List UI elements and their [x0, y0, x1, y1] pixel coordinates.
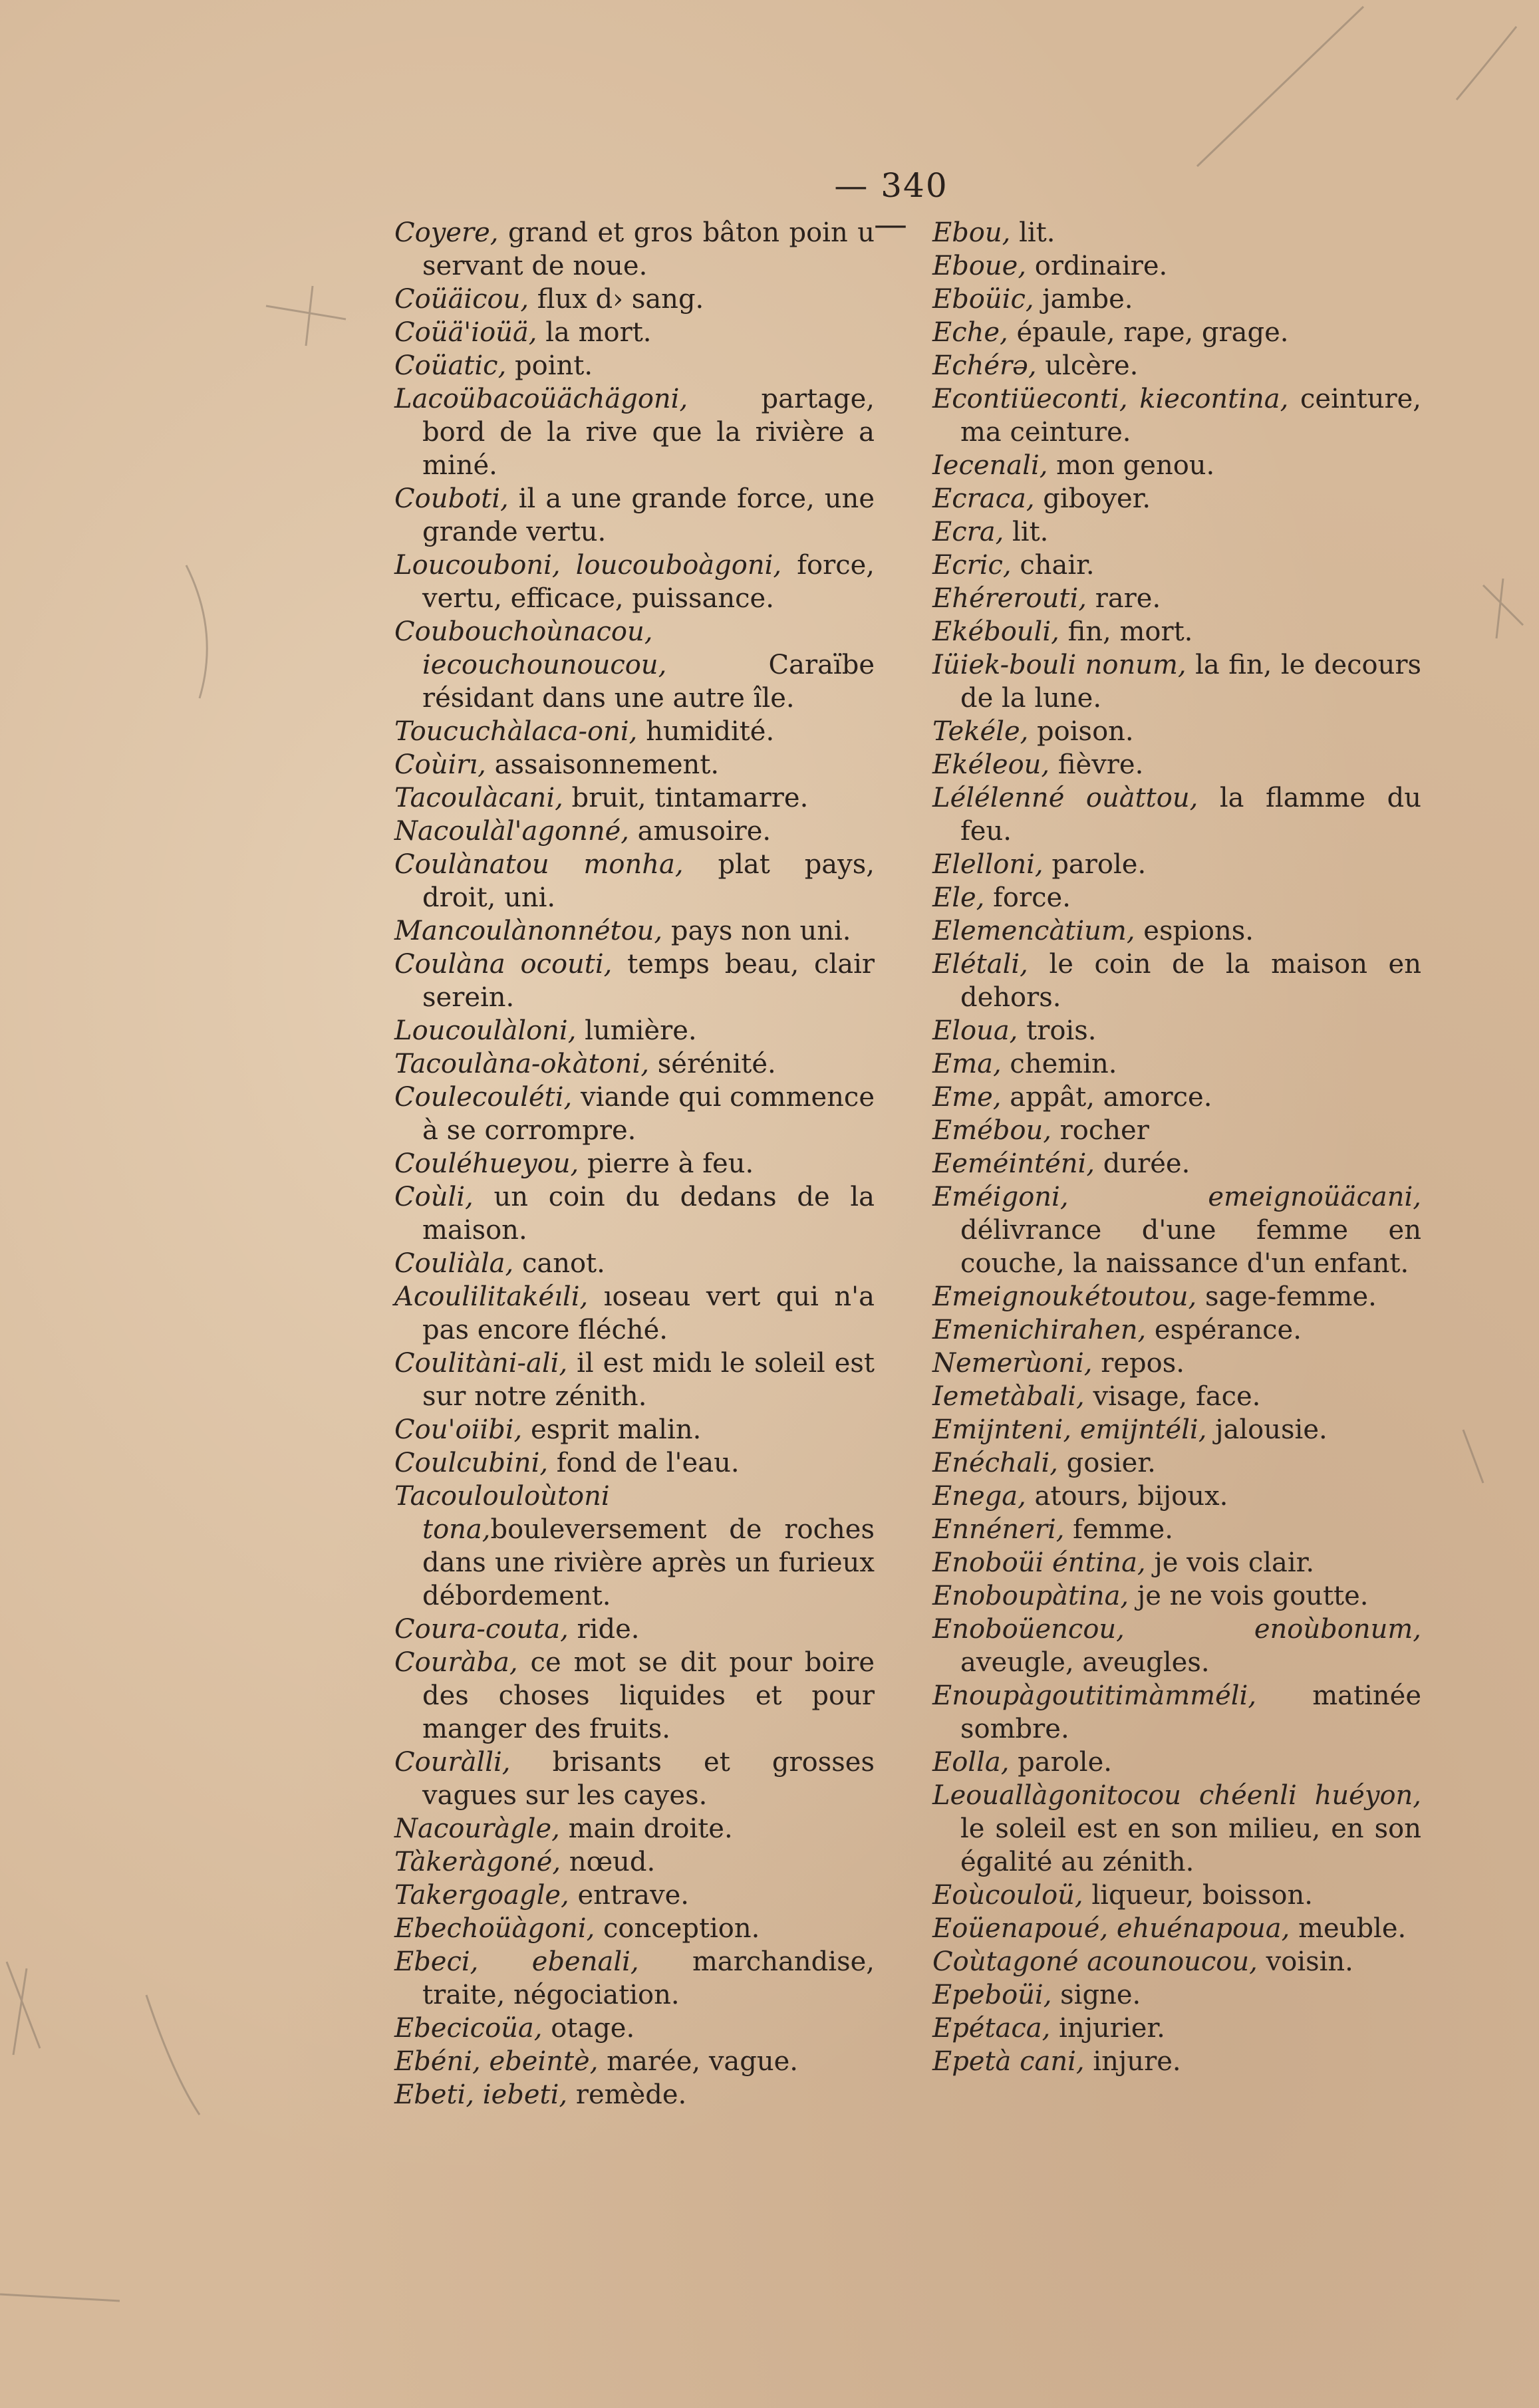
entry-headword: Eboue, [932, 251, 1027, 281]
entry-definition: humidité. [637, 716, 775, 747]
entry-headword: Tacoulàna-okàtoni, [394, 1049, 650, 1079]
entry-headword: Ecric, [932, 550, 1012, 581]
entry-headword: Acoulilitakéıli, [394, 1281, 589, 1312]
dictionary-entry [932, 1446, 1421, 1480]
entry-headword: Eeméinténi, [932, 1148, 1095, 1179]
entry-definition: flux d› sang. [529, 284, 704, 315]
entry-definition: bruit, tintamarre. [563, 783, 809, 813]
entry-headword: Eloua, [932, 1015, 1018, 1046]
entry-headword: Emenichirahen, [932, 1315, 1147, 1345]
entry-headword: Emeignoukétoutou, [932, 1281, 1197, 1312]
dictionary-entry [394, 1413, 875, 1446]
entry-headword: Emébou, [932, 1115, 1051, 1146]
entry-definition: repos. [1092, 1348, 1185, 1379]
entry-headword: Tacoulouloùtoni tona, [394, 1481, 610, 1545]
entry-headword: Emijnteni, emijntéli, [932, 1414, 1207, 1445]
entry-definition: un coin du dedans de la maison. [422, 1182, 875, 1246]
entry-definition: pays non uni. [662, 916, 851, 946]
dictionary-entry [394, 1347, 875, 1413]
entry-definition: lit. [1004, 517, 1049, 547]
entry-definition: canot. [513, 1248, 605, 1279]
entry-headword: Coulàna ocouti, [394, 949, 613, 980]
entry-headword: Epeboüi, [932, 1980, 1052, 2010]
entry-definition: partage, bord de la rive que la rivière a miné. [422, 384, 875, 481]
dictionary-entry [932, 316, 1421, 349]
entry-definition: parole. [1043, 849, 1147, 880]
entry-headword: Nacouràgle, [394, 1813, 560, 1844]
dictionary-entry [932, 1114, 1421, 1147]
entry-headword: Coùtagoné acounoucou, [932, 1946, 1258, 1977]
dictionary-entry [394, 349, 875, 382]
entry-headword: Coulecouléti, [394, 1082, 573, 1113]
dictionary-entry [932, 283, 1421, 316]
dictionary-entry [394, 1879, 875, 1912]
dictionary-entry [932, 1014, 1421, 1047]
dictionary-entry [932, 249, 1421, 283]
dictionary-entry [394, 1646, 875, 1746]
entry-headword: Ekébouli, [932, 616, 1059, 647]
entry-headword: Coyere, [394, 217, 499, 248]
entry-definition: amusoire. [629, 816, 771, 847]
dictionary-entry [932, 1746, 1421, 1779]
entry-definition: parole. [1009, 1747, 1112, 1778]
dictionary-entry [932, 1380, 1421, 1413]
entry-headword: Loucouboni, loucouboàgoni, [394, 550, 782, 581]
entry-definition: appât, amorce. [1001, 1082, 1212, 1113]
entry-headword: Couràlli, [394, 1747, 511, 1778]
dictionary-entry [932, 549, 1421, 582]
entry-headword: Eoùcouloü, [932, 1880, 1083, 1911]
entry-definition: fond de l'eau. [548, 1448, 740, 1478]
entry-headword: Eboüic, [932, 284, 1034, 315]
dictionary-entry [394, 1446, 875, 1480]
entry-headword: Ebecicoüa, [394, 2013, 543, 2044]
dictionary-entry [394, 1845, 875, 1879]
dictionary-entry [932, 1513, 1421, 1546]
entry-definition: la mort. [537, 317, 652, 348]
dictionary-entry [932, 1081, 1421, 1114]
dictionary-entry [932, 715, 1421, 748]
entry-headword: Couliàla, [394, 1248, 514, 1279]
entry-definition: il a une grande force, une grande vertu. [422, 483, 875, 547]
entry-definition: entrave. [569, 1880, 689, 1911]
left-column [394, 216, 875, 2111]
entry-headword: Cou'oiibi, [394, 1414, 523, 1445]
dictionary-entry [932, 648, 1421, 715]
entry-headword: Ekéleou, [932, 749, 1050, 780]
entry-definition: main droite. [559, 1813, 733, 1844]
entry-definition: le coin de la maison en dehors. [960, 949, 1421, 1013]
entry-definition: jambe. [1034, 284, 1133, 315]
entry-headword: Coubouchoùnacou, iecouchounoucou, [394, 616, 667, 680]
entry-definition: meuble. [1290, 1913, 1407, 1944]
dictionary-entry [932, 1779, 1421, 1879]
entry-headword: Econtiüeconti, kiecontina, [932, 384, 1289, 414]
entry-headword: Coüä'ioüä, [394, 317, 537, 348]
entry-definition: temps beau, clair serein. [422, 949, 875, 1013]
entry-definition: plat pays, droit, uni. [422, 849, 875, 913]
entry-headword: Couboti, [394, 483, 509, 514]
entry-headword: Ebou, [932, 217, 1011, 248]
dictionary-entry [394, 848, 875, 914]
entry-headword: Ema, [932, 1049, 1002, 1079]
dictionary-entry [932, 1480, 1421, 1513]
dictionary-entry [394, 1247, 875, 1280]
dictionary-entry [932, 1313, 1421, 1347]
entry-headword: Ebeci, ebenali, [394, 1946, 639, 1977]
dictionary-entry [394, 1081, 875, 1147]
entry-definition: bouleversement de roches dans une rivière après un furieux débordement. [422, 1514, 875, 1611]
entry-definition: injurier. [1050, 2013, 1165, 2044]
dictionary-entry [394, 1945, 875, 2012]
entry-definition: jalousie. [1206, 1414, 1328, 1445]
entry-headword: Ennéneri, [932, 1514, 1065, 1545]
entry-headword: Lélélenné ouàttou, [932, 783, 1198, 813]
dictionary-entry [932, 382, 1421, 449]
dictionary-entry [394, 815, 875, 848]
entry-definition: lumière. [576, 1015, 697, 1046]
entry-definition: atours, bijoux. [1026, 1481, 1228, 1512]
entry-headword: Lacoübacoüächägoni, [394, 384, 688, 414]
entry-headword: Couléhueyou, [394, 1148, 579, 1179]
entry-headword: Iüiek-bouli nonum, [932, 650, 1187, 680]
entry-headword: Ecra, [932, 517, 1004, 547]
entry-definition: je ne vois goutte. [1129, 1581, 1369, 1611]
entry-headword: Coulcubini, [394, 1448, 549, 1478]
dictionary-entry [932, 1413, 1421, 1446]
dictionary-entry [394, 1047, 875, 1081]
dictionary-entry [932, 1347, 1421, 1380]
entry-headword: Elétali, [932, 949, 1028, 980]
entry-headword: Coüäicou, [394, 284, 529, 315]
dictionary-entry [394, 1746, 875, 1812]
entry-definition: sérénité. [649, 1049, 776, 1079]
dictionary-entry [394, 216, 875, 283]
right-column [932, 216, 1421, 2078]
entry-headword: Tacoulàcani, [394, 783, 563, 813]
entry-headword: Eoüenapoué, ehuénapoua, [932, 1913, 1290, 1944]
dictionary-entry [932, 1579, 1421, 1613]
entry-headword: Coùirı, [394, 749, 486, 780]
entry-headword: Enoboupàtina, [932, 1581, 1129, 1611]
entry-definition: la flamme du feu. [960, 783, 1421, 847]
entry-definition: espérance. [1146, 1315, 1302, 1345]
entry-headword: Ecraca, [932, 483, 1035, 514]
dictionary-entry [932, 781, 1421, 848]
entry-headword: Takergoagle, [394, 1880, 569, 1911]
entry-definition: voisin. [1257, 1946, 1353, 1977]
entry-headword: Ehérerouti, [932, 583, 1087, 614]
dictionary-entry [394, 1480, 875, 1613]
entry-headword: Enoupàgoutitimàmméli, [932, 1680, 1257, 1711]
entry-headword: Enega, [932, 1481, 1026, 1512]
dictionary-entry [932, 1912, 1421, 1945]
entry-definition: lit. [1010, 217, 1055, 248]
entry-headword: Elelloni, [932, 849, 1044, 880]
dictionary-entry [932, 615, 1421, 648]
entry-definition: pierre à feu. [579, 1148, 754, 1179]
entry-definition: fièvre. [1049, 749, 1144, 780]
entry-definition: délivrance d'une femme en couche, la naissance d'un enfant. [960, 1215, 1421, 1279]
entry-definition: brisants et grosses vagues sur les cayes. [422, 1747, 875, 1811]
entry-headword: Eme, [932, 1082, 1002, 1113]
dictionary-entry [932, 482, 1421, 515]
entry-definition: ulcère. [1036, 350, 1139, 381]
dictionary-entry [932, 349, 1421, 382]
entry-definition: poison. [1028, 716, 1134, 747]
entry-definition: aveugle, aveugles. [960, 1647, 1210, 1678]
dictionary-entry [932, 449, 1421, 482]
dictionary-entry [932, 1879, 1421, 1912]
entry-definition: giboyer. [1034, 483, 1151, 514]
entry-definition: nœud. [561, 1847, 656, 1877]
entry-headword: Epetà cani, [932, 2046, 1085, 2077]
dictionary-entry [932, 914, 1421, 948]
dictionary-entry [932, 1978, 1421, 2012]
entry-headword: Ebeti, iebeti, [394, 2079, 568, 2110]
entry-definition: visage, face. [1084, 1381, 1261, 1412]
entry-definition: force, vertu, efficace, puissance. [422, 550, 875, 614]
entry-headword: Enoboüencou, enoùbonum, [932, 1614, 1421, 1645]
entry-definition: il est midı le soleil est sur notre zénith. [422, 1348, 875, 1412]
entry-headword: Eche, [932, 317, 1008, 348]
entry-headword: Leouallàgonitocou chéenli huéyon, [932, 1780, 1421, 1811]
dictionary-entry [394, 549, 875, 615]
dictionary-entry [394, 1812, 875, 1845]
dictionary-entry [394, 715, 875, 748]
dictionary-entry [394, 781, 875, 815]
entry-headword: Eméigoni, emeignoüäcani, [932, 1182, 1421, 1212]
dictionary-entry [394, 948, 875, 1014]
entry-definition: rocher [1051, 1115, 1149, 1146]
entry-definition: je vois clair. [1145, 1547, 1315, 1578]
dictionary-entry [394, 316, 875, 349]
entry-definition: ride. [568, 1614, 640, 1645]
dictionary-entry [394, 748, 875, 781]
dictionary-entry [932, 1613, 1421, 1679]
dictionary-entry [394, 382, 875, 482]
entry-definition: espions. [1135, 916, 1254, 946]
entry-definition: rare. [1086, 583, 1161, 614]
dictionary-entry [394, 615, 875, 715]
entry-headword: Coüatic, [394, 350, 507, 381]
dictionary-entry [932, 848, 1421, 881]
entry-headword: Ele, [932, 882, 985, 913]
dictionary-entry [394, 2045, 875, 2078]
entry-headword: Enéchali, [932, 1448, 1058, 1478]
dictionary-entry [932, 1546, 1421, 1579]
entry-headword: Ebechoüàgoni, [394, 1913, 595, 1944]
entry-headword: Enoboüi éntina, [932, 1547, 1146, 1578]
entry-definition: signe. [1051, 1980, 1141, 2010]
entry-definition: le soleil est en son milieu, en son égalité au zénith. [960, 1813, 1421, 1877]
entry-definition: fin, mort. [1059, 616, 1193, 647]
entry-definition: marchandise, traite, négociation. [422, 1946, 875, 2010]
dictionary-entry [932, 216, 1421, 249]
entry-definition: force. [984, 882, 1071, 913]
entry-headword: Echérə, [932, 350, 1037, 381]
entry-definition: assaisonnement. [486, 749, 720, 780]
entry-headword: Coulitàni-ali, [394, 1348, 568, 1379]
dictionary-entry [394, 1280, 875, 1347]
dictionary-entry [932, 2045, 1421, 2078]
entry-headword: Coura-couta, [394, 1614, 569, 1645]
dictionary-entry [932, 515, 1421, 549]
entry-definition: durée. [1095, 1148, 1190, 1179]
entry-headword: Tàkeràgoné, [394, 1847, 561, 1877]
entry-definition: grand et gros bâton poin u servant de noue. [422, 217, 875, 281]
entry-headword: Eolla, [932, 1747, 1010, 1778]
entry-headword: Ebéni, ebeintè, [394, 2046, 599, 2077]
entry-headword: Loucoulàloni, [394, 1015, 577, 1046]
dictionary-entry [932, 1147, 1421, 1180]
dictionary-entry [932, 582, 1421, 615]
entry-definition: liqueur, boisson. [1083, 1880, 1313, 1911]
dictionary-entry [394, 2012, 875, 2045]
entry-headword: Epétaca, [932, 2013, 1051, 2044]
dictionary-entry [932, 748, 1421, 781]
entry-definition: chemin. [1001, 1049, 1117, 1079]
entry-headword: Couràba, [394, 1647, 518, 1678]
dictionary-entry [394, 283, 875, 316]
dictionary-entry [394, 1014, 875, 1047]
dictionary-entry [932, 1280, 1421, 1313]
entry-headword: Elemencàtium, [932, 916, 1135, 946]
entry-headword: Coùli, [394, 1182, 474, 1212]
dictionary-entry [932, 1945, 1421, 1978]
entry-definition: matinée sombre. [960, 1680, 1421, 1744]
dictionary-entry [932, 1180, 1421, 1280]
entry-definition: injure. [1084, 2046, 1181, 2077]
entry-definition: conception. [595, 1913, 760, 1944]
entry-headword: Iemetàbali, [932, 1381, 1085, 1412]
entry-definition: viande qui commence à se corrompre. [422, 1082, 875, 1146]
entry-definition: ce mot se dit pour boire des choses liquides et pour manger des fruits. [422, 1647, 875, 1744]
page-number: — 340 — [834, 166, 948, 243]
dictionary-entry [394, 2078, 875, 2111]
dictionary-entry [394, 1912, 875, 1945]
dictionary-entry [932, 1679, 1421, 1746]
dictionary-entry [932, 948, 1421, 1014]
entry-headword: Toucuchàlaca-oni, [394, 716, 638, 747]
entry-definition: remède. [567, 2079, 687, 2110]
dictionary-entry [394, 1180, 875, 1247]
dictionary-entry [394, 482, 875, 549]
entry-definition: épaule, rape, grage. [1008, 317, 1289, 348]
entry-definition: ıoseau vert qui n'a pas encore fléché. [422, 1281, 875, 1345]
dictionary-entry [932, 1047, 1421, 1081]
entry-definition: ceinture, ma ceinture. [960, 384, 1421, 448]
dictionary-entry [932, 2012, 1421, 2045]
dictionary-entry [394, 914, 875, 948]
dictionary-entry [394, 1147, 875, 1180]
entry-definition: marée, vague. [598, 2046, 799, 2077]
entry-headword: Nacoulàl'agonné, [394, 816, 629, 847]
entry-definition: chair. [1011, 550, 1095, 581]
entry-definition: Caraïbe résidant dans une autre île. [422, 650, 875, 714]
dictionary-entry [932, 881, 1421, 914]
dictionary-entry [394, 1613, 875, 1646]
entry-definition: sage-femme. [1196, 1281, 1377, 1312]
entry-definition: trois. [1018, 1015, 1097, 1046]
entry-definition: ordinaire. [1026, 251, 1168, 281]
entry-definition: point. [506, 350, 593, 381]
entry-definition: la fin, le decours de la lune. [960, 650, 1422, 714]
entry-definition: gosier. [1057, 1448, 1156, 1478]
entry-definition: esprit malin. [522, 1414, 702, 1445]
entry-definition: otage. [542, 2013, 635, 2044]
entry-headword: Coulànatou monha, [394, 849, 684, 880]
entry-definition: mon genou. [1048, 450, 1215, 481]
entry-headword: Mancoulànonnétou, [394, 916, 663, 946]
entry-headword: Nemerùoni, [932, 1348, 1093, 1379]
entry-headword: Tekéle, [932, 716, 1029, 747]
entry-definition: femme. [1064, 1514, 1173, 1545]
entry-headword: Iecenali, [932, 450, 1048, 481]
